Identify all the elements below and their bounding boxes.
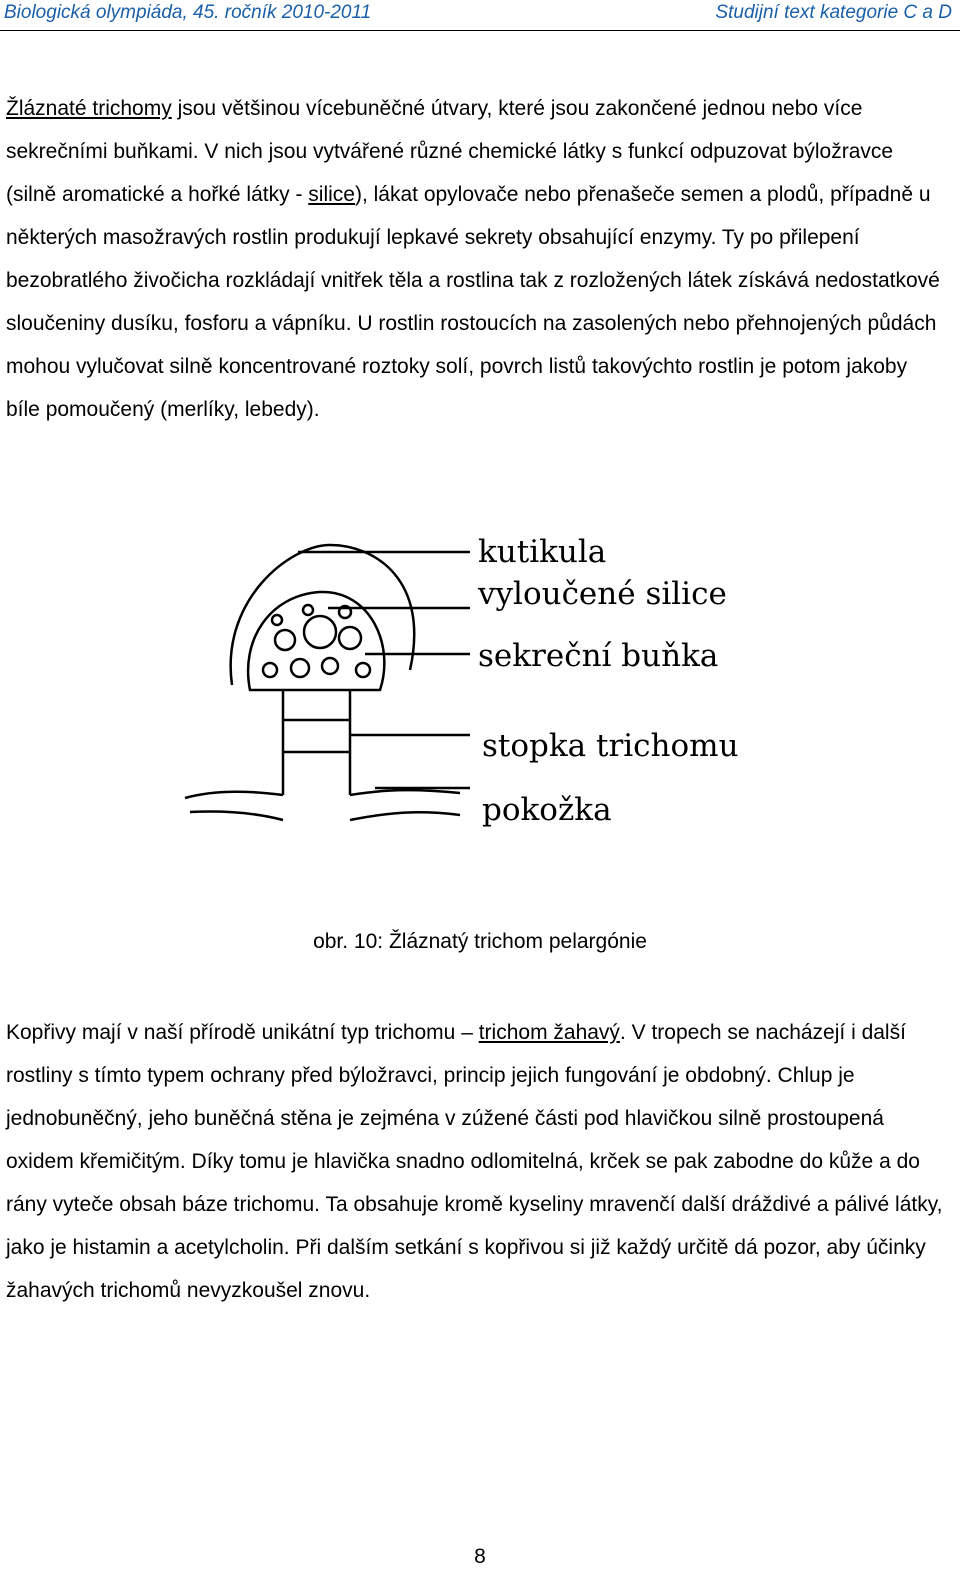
paragraph-text [6, 87, 946, 431]
secretion-droplet [339, 627, 361, 649]
paragraph2-text-a: Kopřivy mají v naší přírodě unikátní typ trichomu – [6, 1021, 479, 1044]
secretion-droplet [275, 630, 295, 650]
term-glandular-trichomes: Žláznaté trichomy [6, 97, 172, 120]
paragraph-text [6, 1011, 946, 1312]
secretion-droplet [304, 616, 336, 648]
label-stopka: stopka trichomu [482, 728, 739, 764]
secretion-droplet [303, 605, 313, 615]
stalk-outline [283, 690, 350, 795]
label-pokozka: pokožka [482, 792, 612, 828]
header-left-title: Biologická olympiáda, 45. ročník 2010-2011 [4, 2, 372, 23]
secretion-droplet [263, 663, 277, 677]
term-silice: silice [308, 183, 355, 206]
paragraph2-text-b: . V tropech se nacházejí i další rostliny s tímto typem ochrany před býložravci, princip jejich fungování je obdobný. Chlup je jednobuněčný, jeho buněčná stěna je zejména v zúžené části pod hlavičkou silně prostoupená oxidem křemičitým. Díky tomu je hlavička snadno odlomitelná, krček se pak zabodne do kůže a do rány vyteče obsah báze trichomu. Ta obsahuje kromě kyseliny mravenčí další dráždivé a pálivé látky, jako je histamin a acetylcholin. Při dalším setkání s kopřivou si již každý určitě dá pozor, aby účinky žahavých trichomů nevyzkoušel znovu. [6, 1021, 943, 1302]
page-header [0, 0, 960, 31]
header-right-title: Studijní text kategorie C a D [715, 2, 952, 23]
paragraph-glandular-trichomes [6, 87, 946, 431]
secretion-droplet [272, 615, 282, 625]
secretion-droplet [291, 659, 309, 677]
paragraph1-text-b: ), lákat opylovače nebo přenašeče semen a plodů, případně u některých masožravých rostlin produkují lepkavé sekrety obsahující enzymy. Ty po přilepení bezobratlého živočicha rozkládají vnitřek těla a rostlina tak z rozložených látek získává nedostatkové sloučeniny dusíku, fosforu a vápníku. U rostlin rostoucích na zasolených nebo přehnojených půdách mohou vylučovat silně koncentrované roztoky solí, povrch listů takovýchto rostlin je potom jakoby bíle pomoučený (merlíky, lebedy). [6, 183, 940, 421]
paragraph-stinging-trichomes [6, 1011, 946, 1312]
paragraph1-text-a: jsou většinou vícebuněčné útvary, které jsou zakončené jednou nebo více sekrečními buňkami. V nich jsou vytvářené různé chemické látky s funkcí odpuzovat býložravce (silně aromatické a hořké látky - [6, 97, 894, 206]
figure-caption: obr. 10: Žláznatý trichom pelargónie [313, 930, 647, 953]
label-kutikula: kutikula [478, 534, 607, 570]
term-stinging-trichome: trichom žahavý [478, 1021, 620, 1044]
label-silice: vyloučené silice [478, 576, 727, 612]
epidermis-outline [185, 790, 460, 798]
secretion-droplet [356, 663, 370, 677]
secretion-droplet [322, 658, 338, 674]
label-bunka: sekreční buňka [478, 638, 719, 674]
secretory-cell-outline [248, 592, 384, 690]
trichome-diagram [180, 520, 780, 850]
page-number: 8 [474, 1545, 486, 1568]
epidermis-inner [190, 811, 460, 820]
